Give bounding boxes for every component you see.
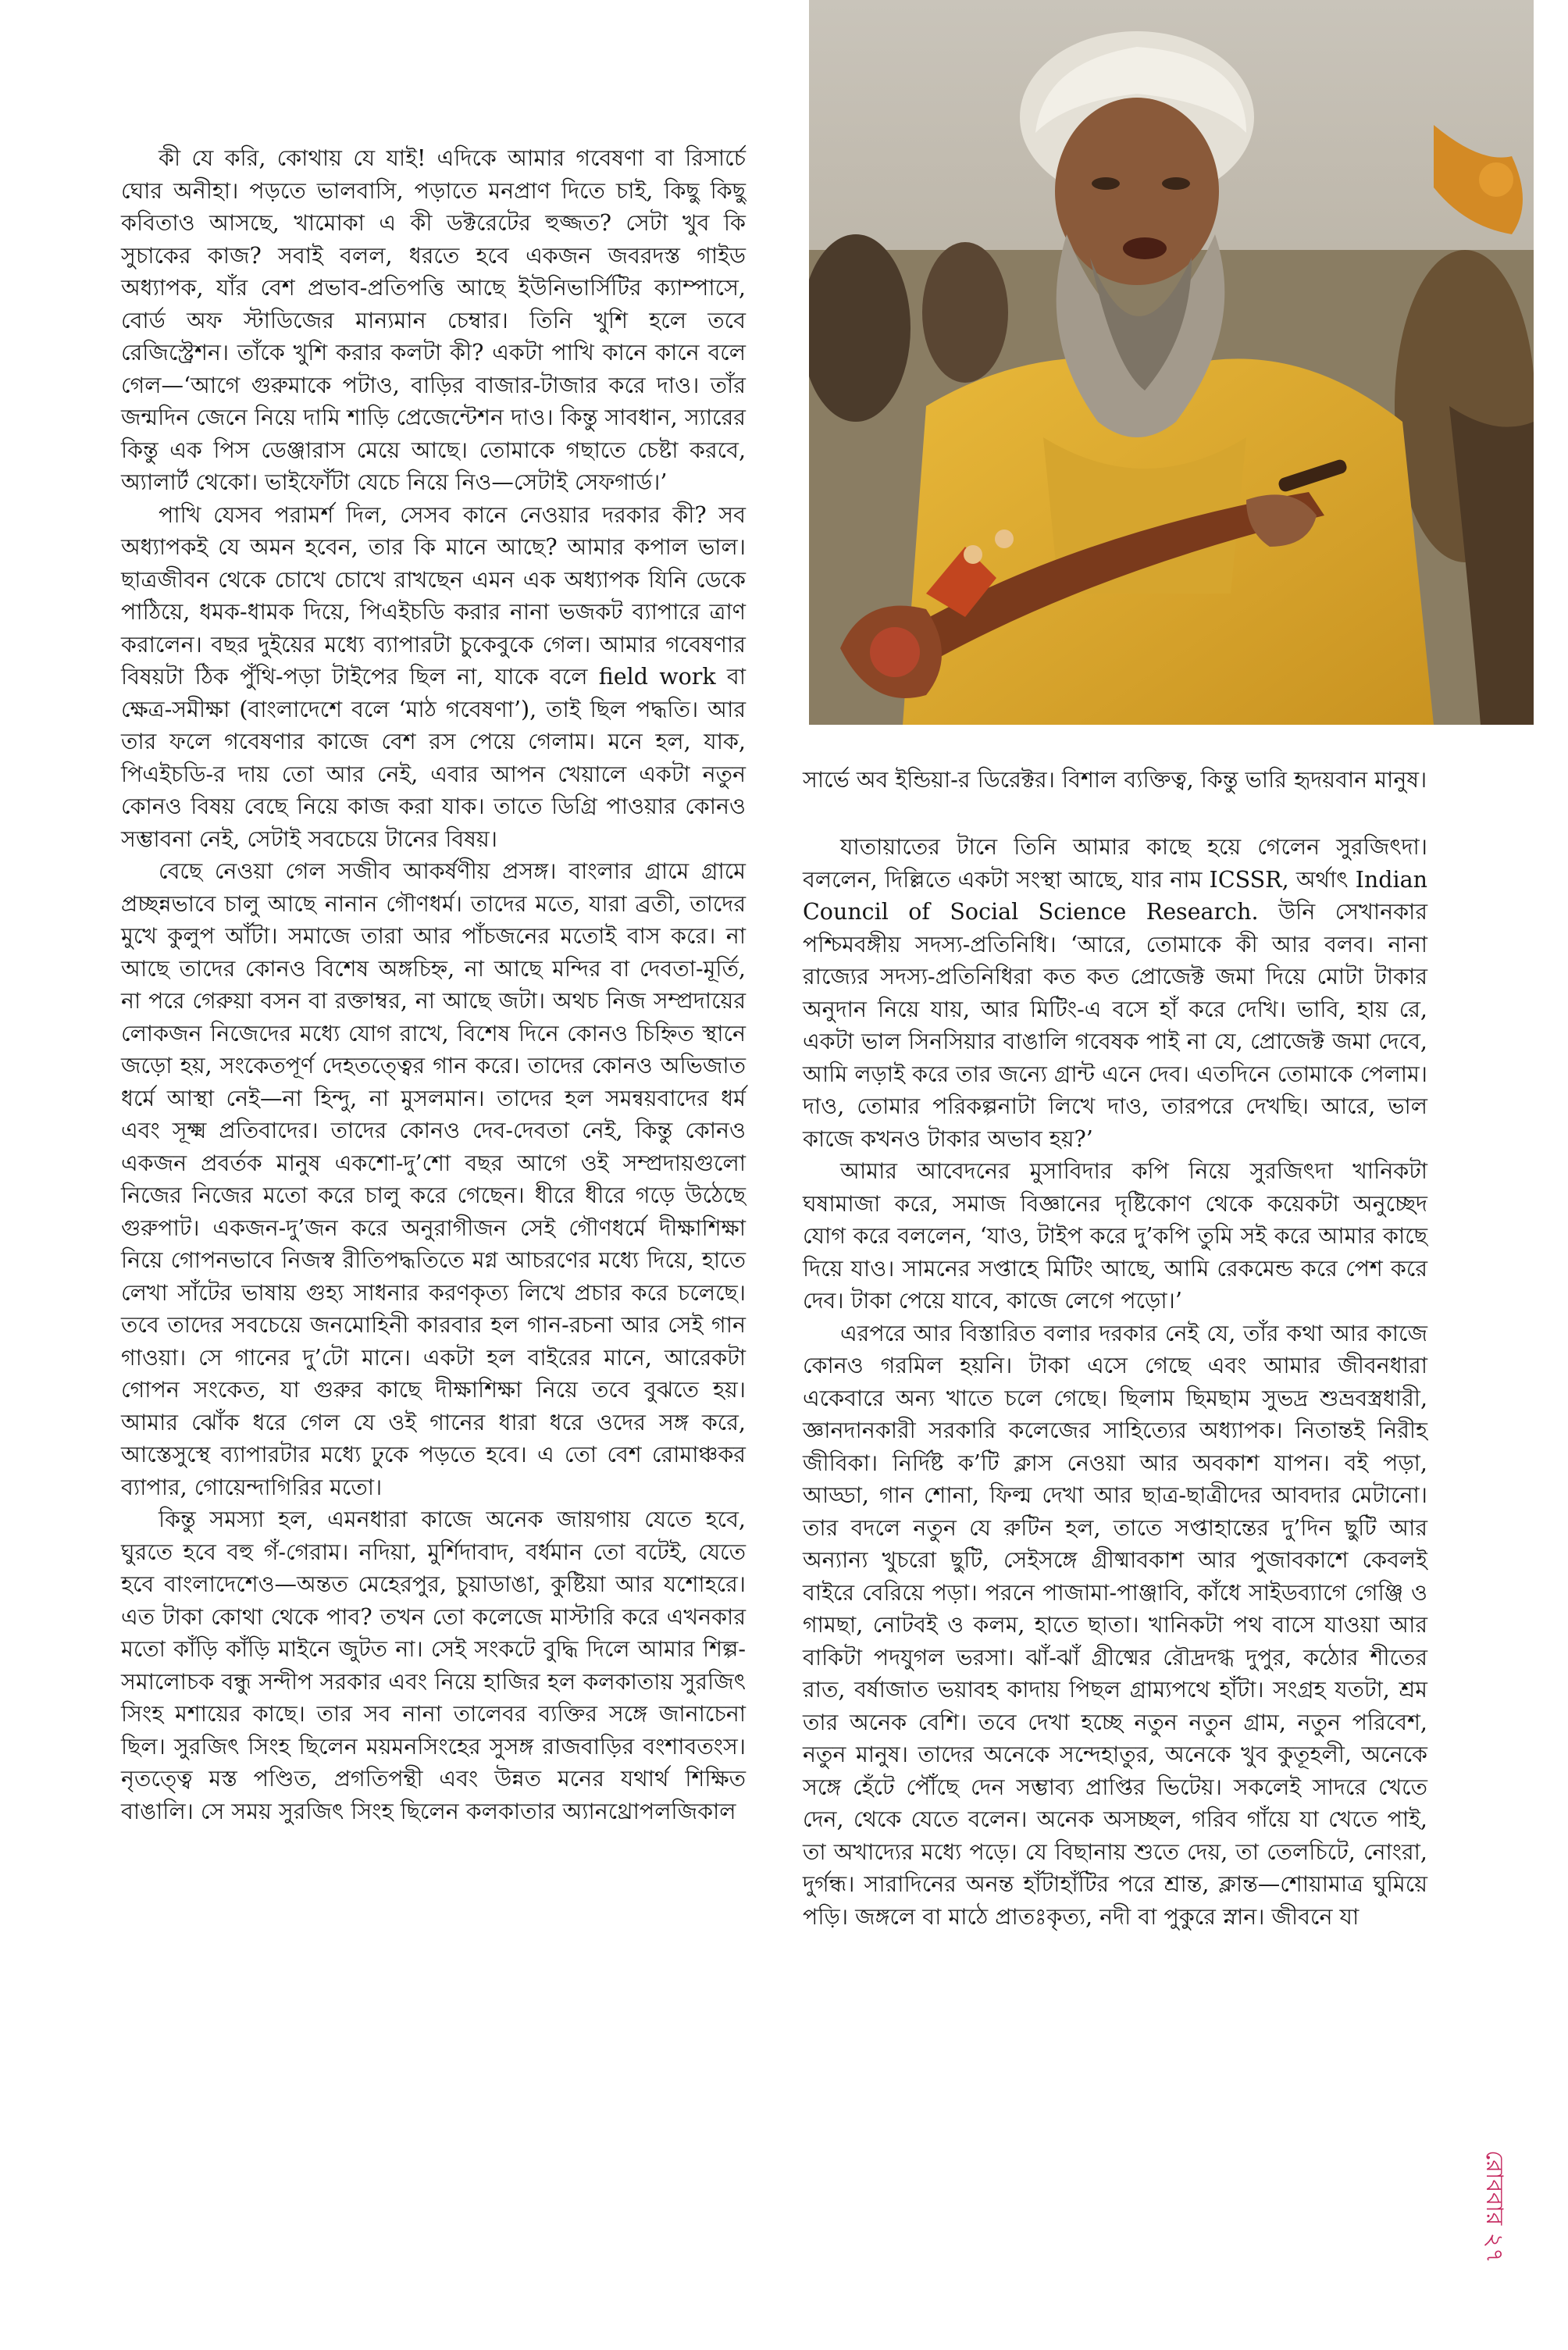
- article-right-column-top: [803, 764, 1427, 797]
- paragraph: কিন্তু সমস্যা হল, এমনধারা কাজে অনেক জায়গায় যেতে হবে, ঘুরতে হবে বহু গঁ-গেরাম। নদিয়া, মুর্শিদাবাদ, বর্ধমান তো বটেই, যেতে হবে বাংলাদেশেও—অন্তত মেহেরপুর, চুয়াডাঙা, কুষ্টিয়া আর যশোহরে। এত টাকা কোথা থেকে পাব? তখন তো কলেজে মাস্টারি করে এখনকার মতো কাঁড়ি কাঁড়ি মাইনে জুটত না। সেই সংকটে বুদ্ধি দিলে আমার শিল্প-সমালোচক বন্ধু সন্দীপ সরকার এবং নিয়ে হাজির হল কলকাতায় সুরজিৎ সিংহ মশায়ের কাছে। তার সব নানা তালেবর ব্যক্তির সঙ্গে জানাচেনা ছিল। সুরজিৎ সিংহ ছিলেন ময়মনসিংহের সুসঙ্গ রাজবাড়ির বংশাবতংস। নৃতত্ত্বে মস্ত পণ্ডিত, প্রগতিপন্থী এবং উন্নত মনের যথার্থ শিক্ষিত বাঙালি। সে সময় সুরজিৎ সিংহ ছিলেন কলকাতার অ্যানথ্রোপলজিকাল: [121, 1507, 746, 1824]
- paragraph: সার্ভে অব ইন্ডিয়া-র ডিরেক্টর। বিশাল ব্যক্তিত্ব, কিন্তু ভারি হৃদয়বান মানুষ।: [803, 767, 1427, 793]
- article-right-column: [803, 831, 1427, 1933]
- paragraph: বেছে নেওয়া গেল সজীব আকর্ষণীয় প্রসঙ্গ। বাংলার গ্রামে গ্রামে প্রচ্ছন্নভাবে চালু আছে নানান গৌণধর্ম। তাদের মতে, যারা ব্রতী, তাদের মুখে কুলুপ আঁটা। সমাজে তারা আর পাঁচজনের মতোই বাস করে। না আছে তাদের কোনও বিশেষ অঙ্গচিহ্ন, না আছে মন্দির বা দেবতা-মূর্তি, না পরে গেরুয়া বসন বা রক্তাম্বর, না আছে জটা। অথচ নিজ সম্প্রদায়ের লোকজন নিজেদের মধ্যে যোগ রাখে, বিশেষ দিনে কোনও চিহ্নিত স্থানে জড়ো হয়, সংকেতপূর্ণ দেহতত্ত্বের গান করে। তাদের কোনও অভিজাত ধর্মে আস্থা নেই—না হিন্দু, না মুসলমান। তাদের হল সমন্বয়বাদের ধর্ম এবং সূক্ষ্ম প্রতিবাদের। তাদের কোনও দেব-দেবতা নেই, কিন্তু কোনও একজন প্রবর্তক মানুষ একশো-দু’শো বছর আগে ওই সম্প্রদায়গুলো নিজের নিজের মতো করে চালু করে গেছেন। ধীরে ধীরে গড়ে উঠেছে গুরুপাট। একজন-দু’জন করে অনুরাগীজন সেই গৌণধর্মে দীক্ষাশিক্ষা নিয়ে গোপনভাবে নিজস্ব রীতিপদ্ধতিতে মগ্ন আচরণের মধ্যে দিয়ে, হাতে লেখা সাঁটের ভাষায় গুহ্য সাধনার করণকৃত্য লিখে প্রচার করে চলেছে। তবে তাদের সবচেয়ে জনমোহিনী কারবার হল গান-রচনা আর সেই গান গাওয়া। সে গানের দু’টো মানে। একটা হল বাইরের মানে, আরেকটা গোপন সংকেত, যা গুরুর কাছে দীক্ষাশিক্ষা নিয়ে তবে বুঝতে হয়। আমার ঝোঁক ধরে গেল যে ওই গানের ধারা ধরে ওদের সঙ্গ করে, আস্তেসুস্থে ব্যাপারটার মধ্যে ঢুকে পড়তে হবে। এ তো বেশ রোমাঞ্চকর ব্যাপার, গোয়েন্দাগিরির মতো।: [121, 858, 746, 1500]
- page-footer-tab: [1460, 2150, 1508, 2335]
- paragraph: আমার আবেদনের মুসাবিদার কপি নিয়ে সুরজিৎদা খানিকটা ঘষামাজা করে, সমাজ বিজ্ঞানের দৃষ্টিকোণ থেকে কয়েকটা অনুচ্ছেদ যোগ করে বললেন, ‘যাও, টাইপ করে দু’কপি তুমি সই করে আমার কাছে দিয়ে যাও। সামনের সপ্তাহে মিটিং আছে, আমি রেকমেন্ড করে পেশ করে দেব। টাকা পেয়ে যাবে, কাজে লেগে পড়ো।’: [803, 1158, 1427, 1314]
- paragraph: যাতায়াতের টানে তিনি আমার কাছে হয়ে গেলেন সুরজিৎদা। বললেন, দিল্লিতে একটা সংস্থা আছে, যার নাম ICSSR, অর্থাৎ Indian Council of Social Science Research. উনি সেখানকার পশ্চিমবঙ্গীয় সদস্য-প্রতিনিধি। ‘আরে, তোমাকে কী আর বলব। নানা রাজ্যের সদস্য-প্রতিনিধিরা কত কত প্রোজেক্ট জমা দিয়ে মোটা টাকার অনুদান নিয়ে যায়, আর মিটিং-এ বসে হাঁ করে দেখি। ভাবি, হায় রে, একটা ভাল সিনসিয়ার বাঙালি গবেষক পাই না যে, প্রোজেক্ট জমা দেবে, আমি লড়াই করে তার জন্যে গ্রান্ট এনে দেব। এতদিনে তোমাকে পেলাম। দাও, তোমার পরিকল্পনাটা লিখে দাও, তারপরে দেখছি। আরে, ভাল কাজে কখনও টাকার অভাব হয়?’: [803, 834, 1427, 1152]
- singer-with-string-instrument-photo: [809, 0, 1534, 725]
- singer-photo: [809, 0, 1534, 725]
- page-number-label: রোববার ২৭: [1480, 2150, 1508, 2263]
- paragraph: কী যে করি, কোথায় যে যাই! এদিকে আমার গবেষণা বা রিসার্চে ঘোর অনীহা। পড়তে ভালবাসি, পড়াতে মনপ্রাণ দিতে চাই, কিছু কিছু কবিতাও আসছে, খামোকা এ কী ডক্টরেটের হুজ্জত? সেটা খুব কি সুচাকের কাজ? সবাই বলল, ধরতে হবে একজন জবরদস্ত গাইড অধ্যাপক, যাঁর বেশ প্রভাব-প্রতিপত্তি আছে ইউনিভার্সিটির ক্যাম্পাসে, বোর্ড অফ স্টাডিজের মান্যমান চেম্বার। তিনি খুশি হলে তবে রেজিস্ট্রেশন। তাঁকে খুশি করার কলটা কী? একটা পাখি কানে কানে বলে গেল—‘আগে গুরুমাকে পটাও, বাড়ির বাজার-টাজার করে দাও। তাঁর জন্মদিন জেনে নিয়ে দামি শাড়ি প্রেজেন্টেশন দাও। কিন্তু সাবধান, স্যারের কিন্তু এক পিস ডেঞ্জারাস মেয়ে আছে। তোমাকে গছাতে চেষ্টা করবে, অ্যালার্ট থেকো। ভাইফোঁটা যেচে নিয়ে নিও—সেটাই সেফগার্ড।’: [121, 145, 746, 495]
- paragraph: এরপরে আর বিস্তারিত বলার দরকার নেই যে, তাঁর কথা আর কাজে কোনও গরমিল হয়নি। টাকা এসে গেছে এবং আমার জীবনধারা একেবারে অন্য খাতে চলে গেছে। ছিলাম ছিমছাম সুভদ্র শুভ্রবস্ত্রধারী, জ্ঞানদানকারী সরকারি কলেজের সাহিত্যের অধ্যাপক। নিতান্তই নিরীহ জীবিকা। নির্দিষ্ট ক’টি ক্লাস নেওয়া আর অবকাশ যাপন। বই পড়া, আড্ডা, গান শোনা, ফিল্ম দেখা আর ছাত্র-ছাত্রীদের আবদার মেটানো। তার বদলে নতুন যে রুটিন হল, তাতে সপ্তাহান্তের দু’দিন ছুটি আর অন্যান্য খুচরো ছুটি, সেইসঙ্গে গ্রীষ্মাবকাশ আর পুজাবকাশে কেবলই বাইরে বেরিয়ে পড়া। পরনে পাজামা-পাঞ্জাবি, কাঁধে সাইডব্যাগে গেঞ্জি ও গামছা, নোটবই ও কলম, হাতে ছাতা। খানিকটা পথ বাসে যাওয়া আর বাকিটা পদযুগল ভরসা। ঝাঁ-ঝাঁ গ্রীষ্মের রৌদ্রদগ্ধ দুপুর, কঠোর শীতের রাত, বর্ষাজাত ভয়াবহ কাদায় পিছল গ্রাম্যপথে হাঁটা। সংগ্রহ যতটা, শ্রম তার অনেক বেশি। তবে দেখা হচ্ছে নতুন নতুন গ্রাম, নতুন পরিবেশ, নতুন মানুষ। তাদের অনেকে সন্দেহাতুর, অনেকে খুব কুতূহলী, অনেকে সঙ্গে হেঁটে পৌঁছে দেন সম্ভাব্য প্রাপ্তির ভিটেয়। সকলেই সাদরে খেতে দেন, থেকে যেতে বলেন। অনেক অসচ্ছল, গরিব গাঁয়ে যা খেতে পাই, তা অখাদ্যের মধ্যে পড়ে। যে বিছানায় শুতে দেয়, তা তেলচিটে, নোংরা, দুর্গন্ধ। সারাদিনের অনন্ত হাঁটাহাঁটির পরে শ্রান্ত, ক্লান্ত—শোয়ামাত্র ঘুমিয়ে পড়ি। জঙ্গলে বা মাঠে প্রাতঃকৃত্য, নদী বা পুকুরে স্নান। জীবনে যা: [803, 1320, 1427, 1930]
- paragraph: পাখি যেসব পরামর্শ দিল, সেসব কানে নেওয়ার দরকার কী? সব অধ্যাপকই যে অমন হবেন, তার কি মানে আছে? আমার কপাল ভাল। ছাত্রজীবন থেকে চোখে চোখে রাখছেন এমন এক অধ্যাপক যিনি ডেকে পাঠিয়ে, ধমক-ধামক দিয়ে, পিএইচডি করার নানা ভজকট ব্যাপারে ত্রাণ করালেন। বছর দুইয়ের মধ্যে ব্যাপারটা চুকেবুকে গেল। আমার গবেষণার বিষয়টা ঠিক পুঁথি-পড়া টাইপের ছিল না, যাকে বলে field work বা ক্ষেত্র-সমীক্ষা (বাংলাদেশে বলে ‘মাঠ গবেষণা’), তাই ছিল পদ্ধতি। আর তার ফলে গবেষণার কাজে বেশ রস পেয়ে গেলাম। মনে হল, যাক, পিএইচডি-র দায় তো আর নেই, এবার আপন খেয়ালে একটা নতুন কোনও বিষয় বেছে নিয়ে কাজ করা যাক। তাতে ডিগ্রি পাওয়ার কোনও সম্ভাবনা নেই, সেটাই সবচেয়ে টানের বিষয়।: [121, 501, 746, 852]
- article-left-column: [121, 142, 746, 1828]
